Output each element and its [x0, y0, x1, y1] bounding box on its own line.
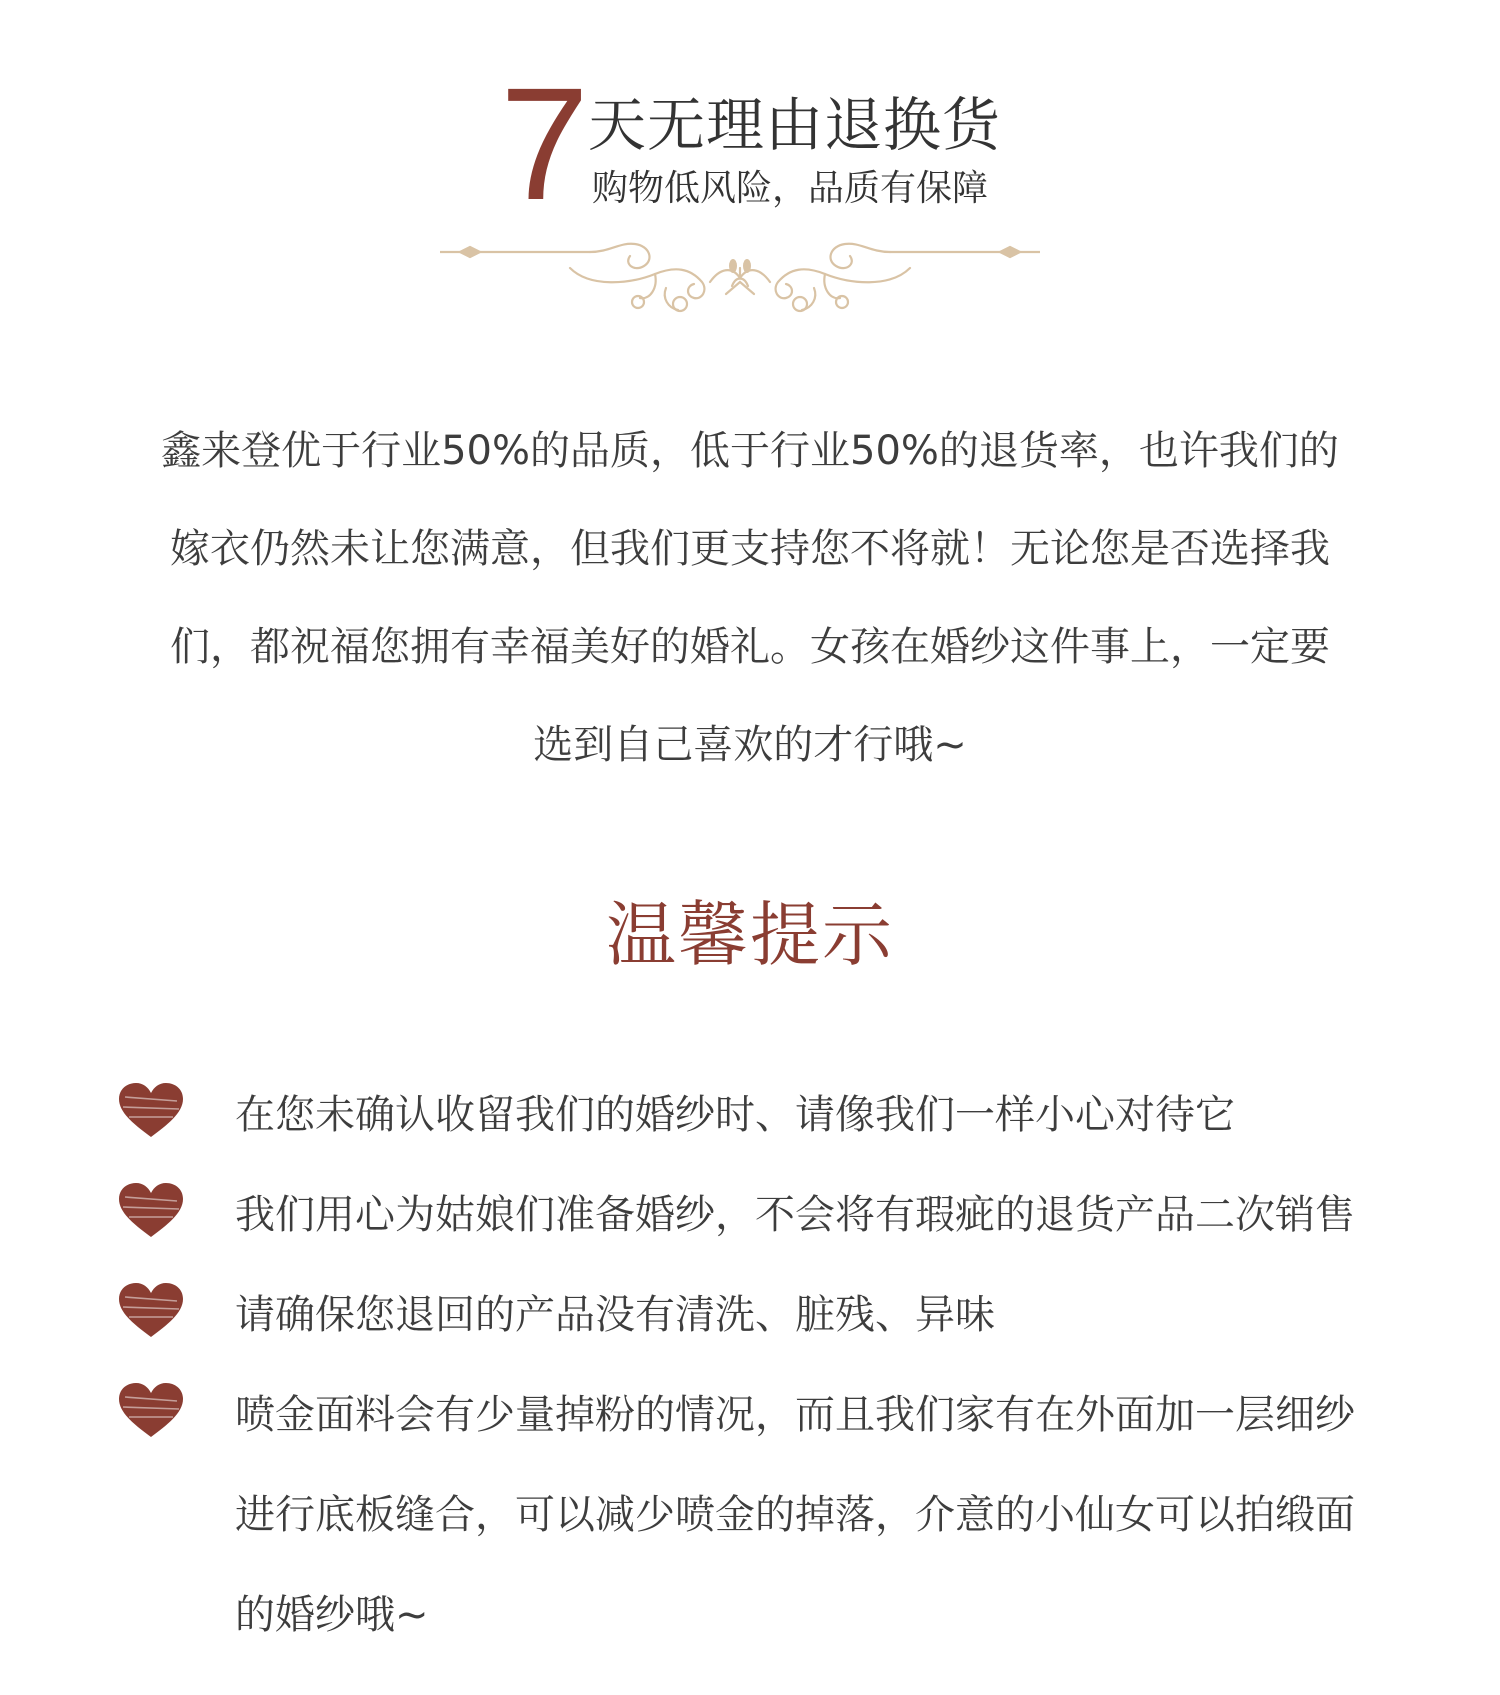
heart-icon — [115, 1179, 187, 1241]
intro-line: 选到自己喜欢的才行哦~ — [533, 722, 967, 768]
heart-icon — [115, 1079, 187, 1141]
tip-text: 在您未确认收留我们的婚纱时、请像我们一样小心对待它 — [235, 1092, 1235, 1138]
heart-icon — [115, 1379, 187, 1441]
intro-line: 鑫来登优于行业50%的品质，低于行业50%的退货率，也许我们的 — [161, 428, 1339, 474]
tip-text-line: 喷金面料会有少量掉粉的情况，而且我们家有在外面加一层细纱 — [235, 1392, 1355, 1438]
intro-paragraph — [120, 402, 1380, 794]
policy-title: 天无理由退换货 — [588, 91, 1002, 159]
tip-text — [235, 1365, 1445, 1665]
intro-line: 们，都祝福您拥有幸福美好的婚礼。女孩在婚纱这件事上，一定要 — [170, 624, 1330, 670]
seven-day-number: 7 — [500, 54, 589, 233]
tip-item — [115, 1365, 1445, 1665]
tip-item — [115, 1065, 1445, 1165]
tip-text: 请确保您退回的产品没有清洗、脏残、异味 — [235, 1292, 995, 1338]
tip-text-line: 进行底板缝合，可以减少喷金的掉落，介意的小仙女可以拍缎面 — [235, 1492, 1355, 1538]
return-policy-header — [500, 54, 1060, 233]
intro-line: 嫁衣仍然未让您满意，但我们更支持您不将就！无论您是否选择我 — [170, 526, 1330, 572]
tips-heading: 温馨提示 — [606, 894, 894, 976]
scroll-flourish-divider-icon — [440, 238, 1040, 328]
policy-subtitle: 购物低风险，品质有保障 — [592, 168, 989, 209]
tip-text-line: 的婚纱哦~ — [235, 1592, 429, 1638]
heart-icon — [115, 1279, 187, 1341]
tip-text: 我们用心为姑娘们准备婚纱，不会将有瑕疵的退货产品二次销售 — [235, 1192, 1355, 1238]
tip-item — [115, 1265, 1445, 1365]
tip-item — [115, 1165, 1445, 1265]
tips-list — [115, 1065, 1445, 1665]
